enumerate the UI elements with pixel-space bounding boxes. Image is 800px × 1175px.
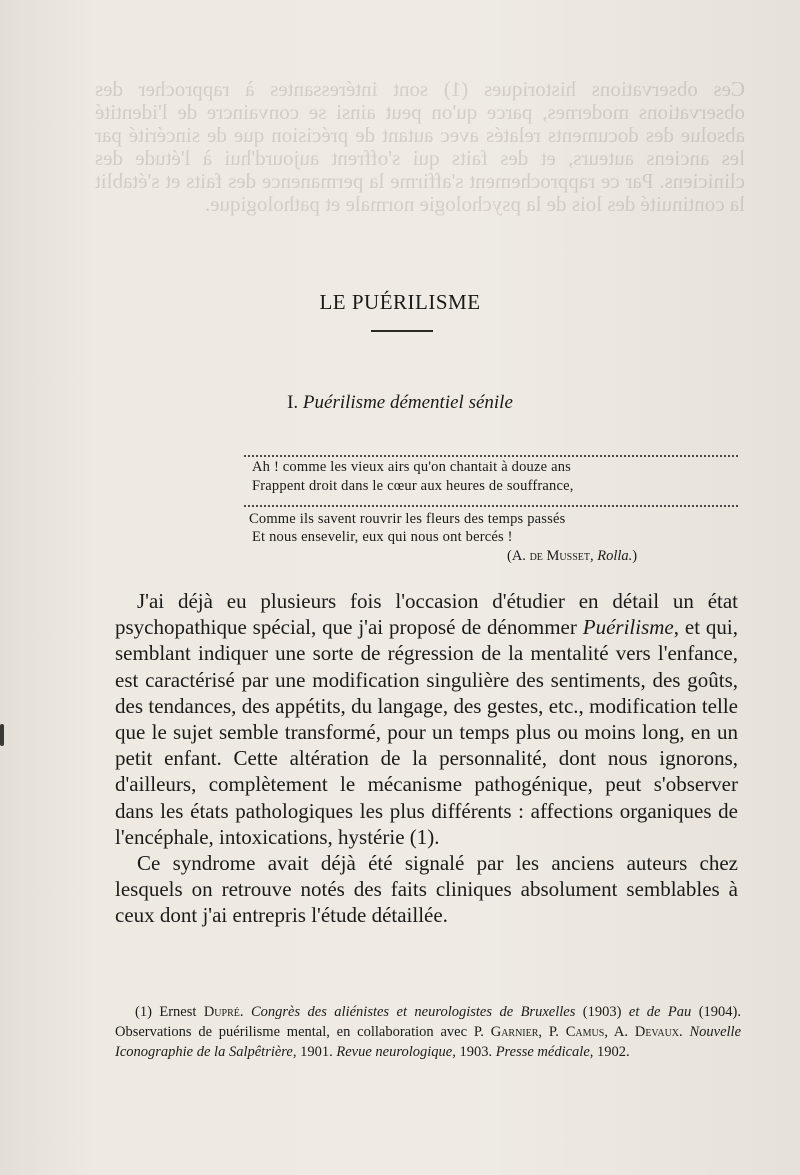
footnote-citation: Presse médicale	[495, 1044, 590, 1060]
footnote-citation: Nouvelle Iconographie de la Salpêtrière	[115, 1024, 742, 1060]
bleed-through-text: Ces observations historiques (1) sont intéressantes à rapprocher des observations modernes, parce qu'on peut ainsi se convaincre de l'identité absolue des documents relatés avec autant de précision que de sincérité par les anciens auteurs, et des faits qui s'offrent aujourd'hui à l'étude des cliniciens. Par ce rapprochement s'affirme la permanence des faits et s'établit la continuité des lois de la psychologie normale et pathologique.	[95, 78, 745, 216]
verse-ellipsis-top	[244, 455, 738, 457]
footnote-citation: Congrès des aliénistes et neurologistes de Bruxelles	[250, 1004, 576, 1020]
verse-attribution	[507, 548, 637, 565]
margin-mark	[0, 724, 4, 746]
footnote-author: Camus	[565, 1024, 605, 1040]
footnote-author: Devaux	[634, 1024, 680, 1040]
verse-line-3: Comme ils savent rouvrir les fleurs des temps passés	[249, 511, 566, 527]
footnote-citation: Revue neurologique	[336, 1044, 453, 1060]
paragraph-1-part-b: , et qui, semblant indiquer une sorte de régression de la mentalité vers l'enfance, est caractérisé par une modification singulière des sentiments, des goûts, des tendances, des appétits, du langage, des gestes, etc., modification telle que le sujet semble transformé, pour un temps plus ou moins long, en un petit enfant. Cette altération de la personnalité, dont nous ignorons, d'ailleurs, complètement le mécanisme pathogénique, peut s'observer dans les états pathologiques les plus différents : affections organiques de l'encéphale, intoxications, hystérie (1).	[115, 615, 738, 849]
footnote-citation: et de Pau	[628, 1004, 692, 1020]
attribution-work: Rolla.	[597, 548, 633, 564]
verse-ellipsis-middle	[244, 505, 738, 507]
footnote-text: , A.	[604, 1024, 635, 1040]
footnote-author: Dupré	[203, 1004, 240, 1020]
footnote-text: (1) Ernest	[135, 1004, 204, 1020]
footnote	[115, 1002, 741, 1062]
footnote-text: , 1902.	[589, 1044, 630, 1060]
attribution-author: de Musset,	[529, 548, 594, 564]
paragraph-2: Ce syndrome avait déjà été signalé par les anciens auteurs chez lesquels on retrouve notés des faits cliniques absolument semblables à ceux dont j'ai entrepris l'étude détaillée.	[115, 851, 738, 928]
attribution-close: )	[632, 548, 638, 564]
puerilisme-term: Puérilisme	[582, 615, 674, 640]
title-rule	[371, 330, 433, 332]
chapter-title: LE PUÉRILISME	[319, 290, 481, 314]
footnote-text: .	[239, 1004, 251, 1020]
paragraph-1	[115, 588, 738, 850]
footnote-text: (1903)	[575, 1004, 629, 1020]
footnote-1	[115, 1002, 741, 1062]
footnote-text: .	[679, 1024, 690, 1040]
attribution-open: (A.	[507, 548, 526, 564]
section-number: I.	[287, 392, 299, 413]
section-heading	[0, 392, 800, 414]
paragraph-1-part-a: J'ai déjà eu plusieurs fois l'occasion d'étudier en détail un état psychopathique spécial, que j'ai proposé de dénommer	[115, 589, 738, 640]
footnote-text: , 1903.	[452, 1044, 496, 1060]
footnote-text: (1904). Observations de puérilisme mental, en collaboration avec P.	[115, 1004, 742, 1040]
section-title: Puérilisme démentiel sénile	[302, 392, 513, 413]
main-text	[115, 588, 738, 929]
footnote-author: Garnier	[490, 1024, 539, 1040]
verse-line-4: Et nous ensevelir, eux qui nous ont bercés !	[252, 529, 513, 545]
verse-line-2: Frappent droit dans le cœur aux heures de souffrance,	[252, 478, 574, 494]
verse-line-1: Ah ! comme les vieux airs qu'on chantait à douze ans	[252, 459, 572, 475]
footnote-text: , 1901.	[292, 1044, 337, 1060]
footnote-text: , P.	[538, 1024, 566, 1040]
